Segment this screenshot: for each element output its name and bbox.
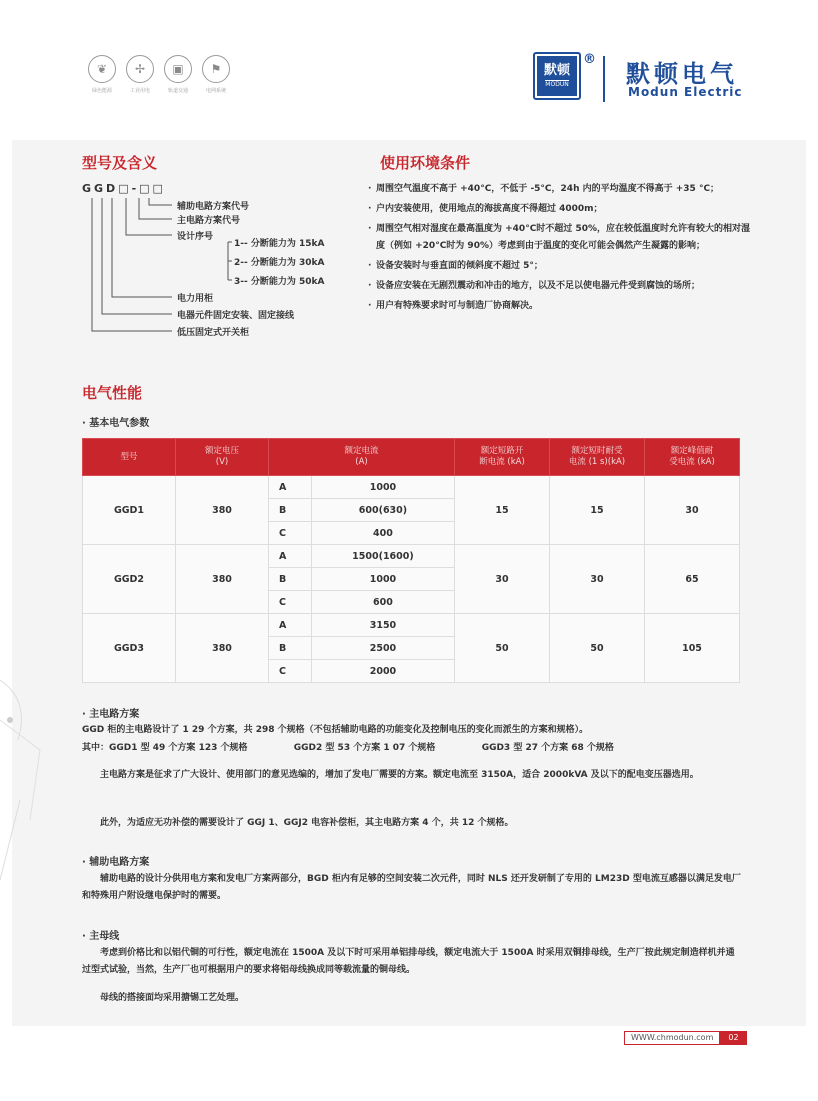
label-design-number: 设计序号 bbox=[177, 232, 214, 242]
env-item: · 周围空气温度不高于 +40°C，不低于 -5°C，24h 内的平均温度不得高于 +35 °C； bbox=[366, 181, 756, 198]
cell-current: 1000 bbox=[311, 568, 454, 591]
label-main-circuit: 主电路方案代号 bbox=[177, 216, 241, 226]
model-code-diagram bbox=[82, 188, 282, 348]
env-item: · 设备安装时与垂直面的倾斜度不超过 5°； bbox=[366, 258, 756, 275]
label-lv-switchgear: 低压固定式开关柜 bbox=[177, 328, 250, 338]
aux-circuit-p1: 辅助电路的设计分供用电方案和发电厂方案两部分，BGD 柜内有足够的空间安装二次元件，同时 NLS 还开发研制了专用的 LM23D 型电流互感器以满足发电厂和特殊用户附设继电保护时的需要。 bbox=[82, 874, 741, 901]
cell-model: GGD1 bbox=[83, 476, 176, 545]
col-header-voltage: 额定电压 (V) bbox=[176, 439, 269, 476]
cell-voltage: 380 bbox=[176, 545, 269, 614]
main-circuit-p3: 主电路方案是征求了广大设计、使用部门的意见选编的，增加了发电厂需要的方案。额定电流至 3150A，适合 2000kVA 及以下的配电变压器选用。 bbox=[100, 770, 699, 780]
env-item: · 用户有特殊要求时可与制造厂协商解决。 bbox=[366, 298, 756, 315]
cell-current: 1500(1600) bbox=[311, 545, 454, 568]
col-header-model: 型号 bbox=[83, 439, 176, 476]
main-circuit-title: · 主电路方案 bbox=[82, 709, 140, 720]
cell-scheme: B bbox=[269, 568, 312, 591]
cell-short-time: 30 bbox=[550, 545, 645, 614]
cell-scheme: B bbox=[269, 637, 312, 660]
cell-current: 3150 bbox=[311, 614, 454, 637]
label-design-3: 3-- 分断能力为 50kA bbox=[234, 277, 325, 287]
busbar-p2: 母线的搭接面均采用搪锡工艺处理。 bbox=[100, 993, 245, 1003]
cell-short-time: 50 bbox=[550, 614, 645, 683]
cell-peak: 65 bbox=[645, 545, 740, 614]
basic-params-title: · 基本电气参数 bbox=[82, 418, 150, 429]
cell-scheme: B bbox=[269, 499, 312, 522]
cell-model: GGD3 bbox=[83, 614, 176, 683]
wind-turbine-icon: ✢ bbox=[126, 55, 154, 83]
model-section-title: 型号及含义 bbox=[82, 154, 158, 172]
col-header-peak: 额定峰值耐 受电流 (kA) bbox=[645, 439, 740, 476]
cell-current: 600(630) bbox=[311, 499, 454, 522]
main-circuit-p4: 此外，为适应无功补偿的需要设计了 GGJ 1、GGJ2 电容补偿柜，其主电路方案 4 个，共 12 个规格。 bbox=[100, 818, 514, 828]
aux-circuit-title: · 辅助电路方案 bbox=[82, 857, 150, 868]
cell-breaking: 15 bbox=[455, 476, 550, 545]
perf-section-title: 电气性能 bbox=[82, 384, 143, 402]
main-circuit-ggd1: 其中：GGD1 型 49 个方案 123 个规格 bbox=[82, 743, 248, 753]
env-item: · 户内安装使用，使用地点的海拔高度不得超过 4000m； bbox=[366, 201, 756, 218]
feature-grid bbox=[200, 55, 232, 94]
col-header-short-time: 额定短时耐受 电流 (1 s)(kA) bbox=[550, 439, 645, 476]
main-circuit-ggd2: GGD2 型 53 个方案 1 07 个规格 bbox=[293, 743, 436, 753]
table-row bbox=[83, 476, 740, 499]
cell-scheme: A bbox=[269, 476, 312, 499]
company-logo bbox=[533, 52, 581, 100]
label-power-cabinet: 电力用柜 bbox=[177, 294, 214, 304]
feature-caption: 轨道交通 bbox=[167, 88, 188, 94]
brand-divider bbox=[603, 56, 605, 102]
train-icon: ▣ bbox=[164, 55, 192, 83]
label-design-2: 2-- 分断能力为 30kA bbox=[234, 258, 325, 268]
cell-scheme: A bbox=[269, 545, 312, 568]
cell-scheme: C bbox=[269, 660, 312, 683]
label-design-1: 1-- 分断能力为 15kA bbox=[234, 239, 325, 249]
env-item: · 周围空气相对湿度在最高温度为 +40°C时不超过 50%，应在较低温度时允许有较大的相对湿度（例如 +20°C时为 90%）考虑到由于温度的变化可能会偶然产生凝露的影响； bbox=[366, 221, 756, 255]
feature-icons bbox=[86, 55, 232, 94]
feature-rail bbox=[162, 55, 194, 94]
env-conditions-list bbox=[366, 181, 756, 318]
cell-voltage: 380 bbox=[176, 614, 269, 683]
main-circuit-p1: GGD 柜的主电路设计了 1 29 个方案，共 298 个规格（不包括辅助电路的功能变化及控制电压的变化而派生的方案和规格）。 bbox=[82, 725, 589, 735]
table-row bbox=[83, 614, 740, 637]
cell-peak: 105 bbox=[645, 614, 740, 683]
cell-current: 2000 bbox=[311, 660, 454, 683]
leaf-icon: ❦ bbox=[88, 55, 116, 83]
decorative-lines bbox=[0, 660, 60, 910]
feature-green-energy bbox=[86, 55, 118, 94]
cell-short-time: 15 bbox=[550, 476, 645, 545]
page-header bbox=[0, 0, 818, 120]
brand-name-zh: 默顿电气 bbox=[626, 60, 738, 88]
cell-breaking: 50 bbox=[455, 614, 550, 683]
cell-breaking: 30 bbox=[455, 545, 550, 614]
env-item: · 设备应安装在无剧烈震动和冲击的地方，以及不足以使电器元件受到腐蚀的场所； bbox=[366, 278, 756, 295]
main-circuit-p2 bbox=[82, 740, 742, 757]
feature-caption: 电网系统 bbox=[205, 88, 226, 94]
cell-model: GGD2 bbox=[83, 545, 176, 614]
busbar-p1: 考虑到价格比和以铝代铜的可行性，额定电流在 1500A 及以下时可采用单铝排母线，额定电流大于 1500A 时采用双铜排母线，生产厂按此规定制造样机并通过型式试验，当然，生产厂也可根据用户的要求将铝母线换成同等载流量的铜母线。 bbox=[82, 948, 735, 975]
cell-scheme: C bbox=[269, 522, 312, 545]
cell-current: 2500 bbox=[311, 637, 454, 660]
feature-industrial bbox=[124, 55, 156, 94]
busbar-title: · 主母线 bbox=[82, 931, 120, 942]
cell-current: 1000 bbox=[311, 476, 454, 499]
cell-current: 600 bbox=[311, 591, 454, 614]
cell-scheme: A bbox=[269, 614, 312, 637]
env-section-title: 使用环境条件 bbox=[380, 154, 471, 172]
feature-caption: 工业用电 bbox=[129, 88, 150, 94]
table-row bbox=[83, 545, 740, 568]
cell-peak: 30 bbox=[645, 476, 740, 545]
label-aux-circuit: 辅助电路方案代号 bbox=[177, 202, 250, 212]
pylon-icon: ⚑ bbox=[202, 55, 230, 83]
brand-name-en: Modun Electric bbox=[628, 85, 743, 99]
electrical-params-table bbox=[82, 438, 740, 683]
label-fixed-install: 电器元件固定安装、固定接线 bbox=[177, 311, 295, 321]
table-header-row bbox=[83, 439, 740, 476]
feature-caption: 绿色能源 bbox=[91, 88, 112, 94]
cell-scheme: C bbox=[269, 591, 312, 614]
page-footer bbox=[624, 1031, 747, 1045]
col-header-breaking: 额定短路开 断电流 (kA) bbox=[455, 439, 550, 476]
registered-mark: ® bbox=[583, 52, 596, 67]
page-number: 02 bbox=[720, 1031, 746, 1045]
cell-current: 400 bbox=[311, 522, 454, 545]
website-link[interactable]: WWW.chmodun.com bbox=[624, 1031, 720, 1045]
col-header-current: 额定电流 (A) bbox=[269, 439, 455, 476]
model-code: GGD□-□□ bbox=[82, 182, 166, 195]
logo-text-zh: 默顿 bbox=[543, 62, 570, 78]
main-circuit-ggd3: GGD3 型 27 个方案 68 个规格 bbox=[481, 743, 614, 753]
cell-voltage: 380 bbox=[176, 476, 269, 545]
logo-text-en: MODUN bbox=[545, 80, 569, 88]
